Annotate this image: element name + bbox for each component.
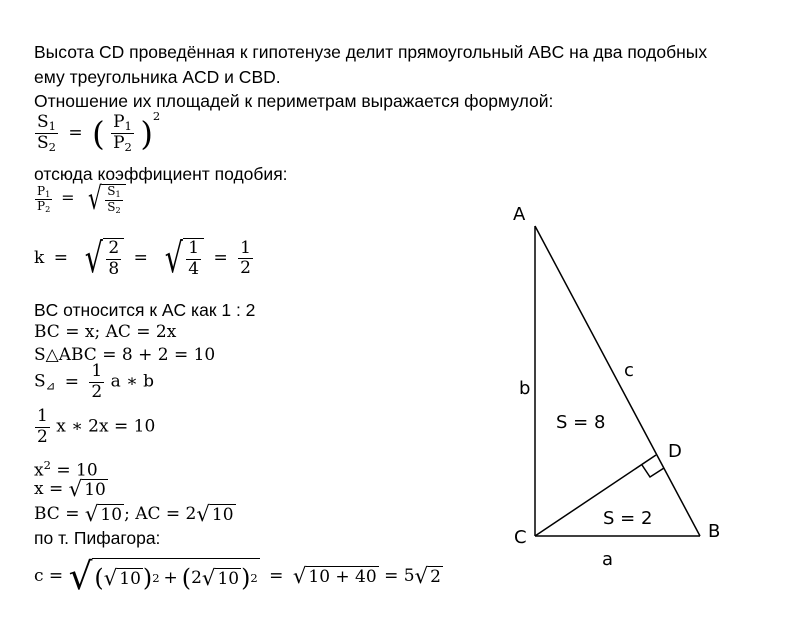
equals-sign-k2: = <box>133 248 148 269</box>
text-line-1: Высота CD проведённая к гипотенузе делит прямоугольный ABC на два подобных <box>34 42 708 62</box>
radical-sign-2-8: √ <box>85 234 104 282</box>
equals-sign-k1: = <box>53 248 68 269</box>
text-line-8: по т. Пифагора: <box>34 528 161 548</box>
radical-sign-big: √ <box>68 554 93 598</box>
plus-sign: + <box>163 568 178 589</box>
numerator-1: 1 <box>188 238 200 258</box>
paren-close-1: ) <box>142 564 153 593</box>
product-x-2x: x ∗ 2x = 10 <box>56 416 156 437</box>
right-paren: ) <box>140 114 153 153</box>
radical-sign-bc: √ <box>84 502 99 527</box>
symbol-p1-small: P <box>37 183 46 198</box>
exponent-x: 2 <box>43 458 51 472</box>
subscript-p1: 1 <box>124 119 132 134</box>
text-line-7: S△ABC = 8 + 2 = 10 <box>34 345 216 365</box>
equals-sign-area: = <box>64 371 79 392</box>
paren-open-1: ( <box>94 564 104 593</box>
equals-sign-c1: = <box>269 566 284 587</box>
symbol-p2-small: P <box>37 199 46 214</box>
equals-sign-k3: = <box>213 248 228 269</box>
radical-sign-1-4: √ <box>165 234 184 282</box>
subscript-s1-small: 1 <box>115 189 121 200</box>
radicand-sum: 10 + 40 <box>308 567 377 588</box>
symbol-s1-small: S <box>107 184 116 199</box>
symbol-s-tri: S <box>34 371 46 392</box>
exponent-c1: 2 <box>152 571 160 586</box>
subscript-p2-small: 2 <box>45 204 51 215</box>
label-vertex-c: C <box>514 527 527 548</box>
symbol-p2: P <box>113 133 125 154</box>
denominator-half-x: 2 <box>37 426 48 447</box>
symbol-p1: P <box>113 112 125 133</box>
text-line-6: BC = x; AC = 2x <box>34 322 177 342</box>
radicand-10-c2: 10 <box>217 568 240 589</box>
exponent-c2: 2 <box>250 571 258 586</box>
subscript-s1: 1 <box>48 119 57 134</box>
radicand-10-ac: 10 <box>211 505 234 525</box>
paren-close-2: ) <box>241 564 251 593</box>
denominator-half: 2 <box>240 258 251 279</box>
label-side-b: b <box>519 378 531 399</box>
product-ab: a ∗ b <box>110 371 155 392</box>
subscript-tri: ⊿ <box>45 378 56 393</box>
radical-sign-c1: √ <box>103 565 118 591</box>
subscript-s2-small: 2 <box>115 204 121 215</box>
radicand-10-bc: 10 <box>100 505 123 525</box>
label-side-a: a <box>602 549 614 570</box>
numerator-half: 1 <box>240 237 251 258</box>
radical-sign-final: √ <box>414 564 429 590</box>
coef-2: 2 <box>191 568 202 589</box>
x-squared-rhs: = 10 <box>56 460 98 481</box>
label-area-small: S = 2 <box>603 508 653 529</box>
exponent-2: 2 <box>152 109 161 123</box>
text-line-2: ему треугольника ACD и CBD. <box>34 67 281 87</box>
bc-equals: BC = <box>34 504 80 525</box>
right-angle-mark <box>642 465 664 477</box>
c-equals: c = <box>34 566 64 587</box>
radicand-2-final: 2 <box>430 567 441 588</box>
text-line-4: отсюда коэффициент подобия: <box>34 164 288 184</box>
radical-sign-ac: √ <box>196 502 210 527</box>
label-vertex-d: D <box>668 441 682 462</box>
side-ab-hypotenuse <box>535 226 700 536</box>
radicand-10-x: 10 <box>84 480 106 500</box>
radical-sign-x: √ <box>68 477 83 502</box>
numerator-half-x: 1 <box>37 406 48 426</box>
text-line-5: BC относится к AC как 1 : 2 <box>34 300 256 320</box>
left-paren: ( <box>92 114 105 153</box>
numerator-2: 2 <box>108 238 120 258</box>
symbol-s2-small: S <box>107 199 116 214</box>
label-vertex-b: B <box>708 521 721 542</box>
radical-sign-c2: √ <box>201 565 216 591</box>
x-equals: x = <box>34 479 64 500</box>
denominator-8: 8 <box>108 258 120 279</box>
subscript-s2: 2 <box>48 140 57 155</box>
subscript-p2: 2 <box>124 140 132 155</box>
symbol-x: x <box>34 460 44 481</box>
radical-sign-sum: √ <box>292 564 307 590</box>
equals-sign: = <box>68 123 83 144</box>
symbol-s2: S <box>37 133 49 154</box>
denominator-half-area: 2 <box>91 381 103 402</box>
text-line-3: Отношение их площадей к периметрам выражается формулой: <box>34 91 554 111</box>
paren-open-2: ( <box>181 564 192 593</box>
radicand-10-c1: 10 <box>119 568 141 589</box>
subscript-p1-small: 1 <box>45 188 51 199</box>
ac-equals: ; AC = 2 <box>124 504 197 525</box>
label-area-big: S = 8 <box>556 412 606 433</box>
label-side-c: c <box>624 360 634 381</box>
label-vertex-a: A <box>513 204 526 225</box>
final-equals: = 5 <box>384 566 415 587</box>
numerator-half-area: 1 <box>91 361 103 381</box>
radical-sign: √ <box>88 181 103 217</box>
equals-sign-small: = <box>61 188 75 208</box>
symbol-s1: S <box>37 112 49 133</box>
symbol-k: k <box>34 248 45 269</box>
denominator-4: 4 <box>188 258 200 279</box>
